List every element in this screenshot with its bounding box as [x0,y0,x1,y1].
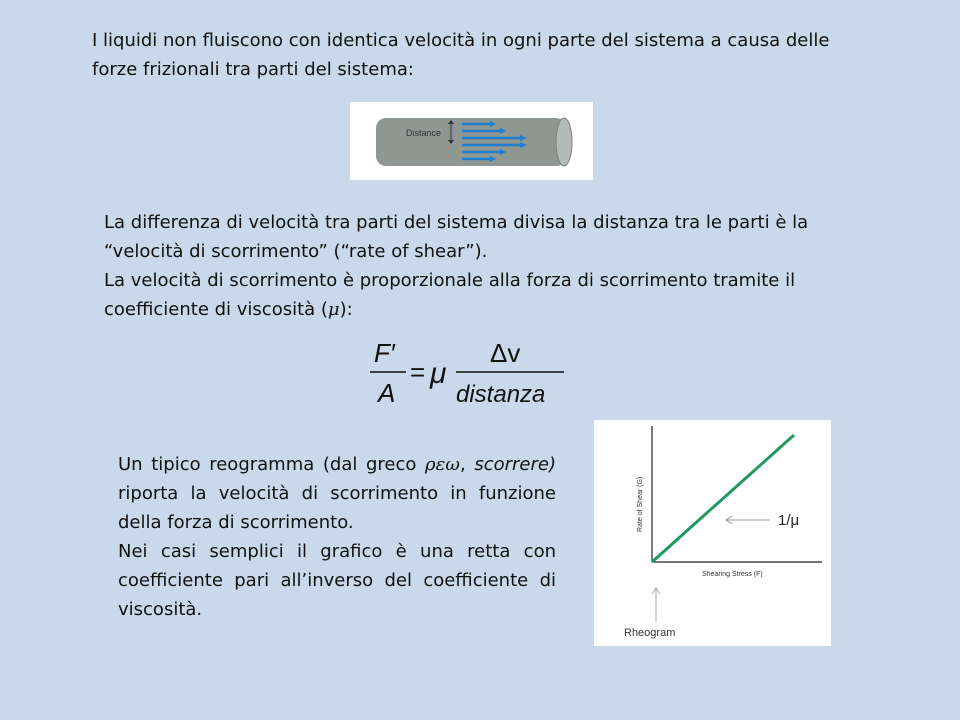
distance-label: Distance [406,128,442,138]
viscosity-formula [366,336,576,412]
formula-denominator-left: A [378,378,396,408]
rheogram-caption: Rheogram [624,627,676,639]
intro-text: I liquidi non fluiscono con identica velocità in ogni parte del sistema a causa delle forze frizionali tra parti del sistema: [92,30,830,80]
viscosity-text-end: ): [339,299,353,320]
rheogram-text [118,450,556,624]
mu-symbol: μ [327,299,340,320]
italic-word: scorrere) [474,454,556,475]
shear-rate-text [104,208,864,324]
pipe-flow-diagram [350,102,593,180]
formula-mu: μ [430,357,447,390]
slope-label: 1/μ [778,512,800,529]
rheogram-line [652,435,794,562]
x-axis-label: Shearing Stress (F) [702,571,763,578]
viscosity-text-start: La velocità di scorrimento è proporzionale alla forza di scorrimento tramite il coefficiente di viscosità ( [104,270,796,320]
rheogram-paragraph-1: Un tipico reogramma (dal greco ρεω, scorrere) riporta la velocità di scorrimento in funzione della forza di scorrimento. [118,454,556,533]
y-axis-label: Rate of Shear (G) [637,476,644,532]
shear-definition: La differenza di velocità tra parti del sistema divisa la distanza tra le parti è la “velocità di scorrimento” (“rate of shear”). [104,212,809,262]
formula-numerator-right: Δv [490,338,521,368]
rheogram-figure [594,420,831,646]
formula-denominator-right: distanza [456,381,546,408]
greek-word: ρεω [425,454,460,475]
pipe-end [556,118,572,166]
formula-numerator-left: F′ [374,338,395,368]
rheogram-paragraph-2: Nei casi semplici il grafico è una retta con coefficiente pari all’inverso del coefficiente di viscosità. [118,541,556,620]
formula-equals: = [410,357,426,387]
